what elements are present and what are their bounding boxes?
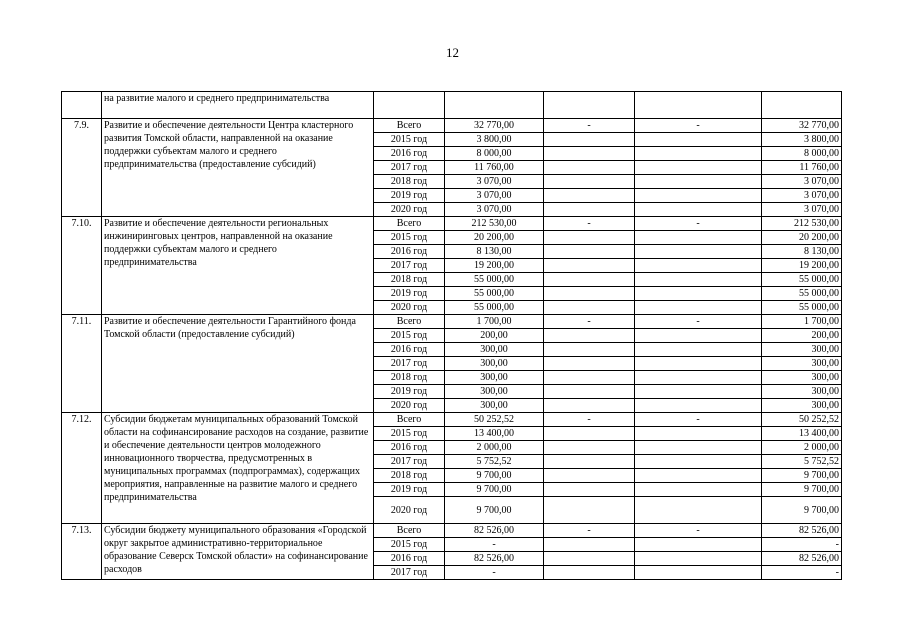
total-value: 55 000,00: [445, 301, 544, 315]
year-label: 2015 год: [374, 133, 445, 147]
total-value: 20 200,00: [445, 231, 544, 245]
table-row: [62, 524, 842, 538]
year-label: 2015 год: [374, 538, 445, 552]
municipal-value: [635, 343, 762, 357]
other-value: 55 000,00: [762, 287, 842, 301]
federal-value: [544, 287, 635, 301]
item-name: Развитие и обеспечение деятельности региональных инжиниринговых центров, направленной на оказание поддержки субъектам малого и среднего предпринимательства: [102, 217, 374, 315]
federal-value: [544, 301, 635, 315]
year-label: 2019 год: [374, 385, 445, 399]
federal-value: [544, 399, 635, 413]
federal-value: [544, 147, 635, 161]
total-value: 3 070,00: [445, 189, 544, 203]
total-value: 13 400,00: [445, 427, 544, 441]
other-value: 3 070,00: [762, 203, 842, 217]
year-label: Всего: [374, 315, 445, 329]
other-value: 2 000,00: [762, 441, 842, 455]
other-value: 3 070,00: [762, 189, 842, 203]
total-value: 5 752,52: [445, 455, 544, 469]
item-number: 7.11.: [62, 315, 102, 413]
municipal-value: [635, 203, 762, 217]
other-value: 300,00: [762, 399, 842, 413]
year-label: 2016 год: [374, 245, 445, 259]
federal-value: [544, 203, 635, 217]
total-value: 3 070,00: [445, 175, 544, 189]
municipal-value: [635, 497, 762, 524]
federal-value: [544, 343, 635, 357]
item-name: Субсидии бюджету муниципального образования «Городской округ закрытое административно-территориальное образование Северск Томской области» на софинансирование расходов: [102, 524, 374, 580]
other-value: 32 770,00: [762, 119, 842, 133]
year-label: 2015 год: [374, 427, 445, 441]
table-row: [62, 315, 842, 329]
municipal-value: [635, 441, 762, 455]
municipal-value: [635, 273, 762, 287]
total-value: -: [445, 566, 544, 580]
intro-text: на развитие малого и среднего предпринимательства: [102, 92, 374, 119]
municipal-value: -: [635, 524, 762, 538]
municipal-value: [635, 427, 762, 441]
municipal-value: [635, 287, 762, 301]
year-label: Всего: [374, 524, 445, 538]
federal-value: -: [544, 119, 635, 133]
other-value: 3 070,00: [762, 175, 842, 189]
total-value: 2 000,00: [445, 441, 544, 455]
municipal-value: [635, 483, 762, 497]
municipal-value: [635, 566, 762, 580]
other-value: 212 530,00: [762, 217, 842, 231]
other-value: 55 000,00: [762, 301, 842, 315]
year-label: 2020 год: [374, 203, 445, 217]
federal-value: [544, 566, 635, 580]
budget-table: [61, 91, 842, 580]
federal-value: [544, 371, 635, 385]
total-value: 1 700,00: [445, 315, 544, 329]
federal-value: [544, 483, 635, 497]
total-value: 9 700,00: [445, 469, 544, 483]
other-value: 9 700,00: [762, 469, 842, 483]
municipal-value: [635, 161, 762, 175]
municipal-value: [635, 245, 762, 259]
table-row: [62, 413, 842, 427]
other-value: 3 800,00: [762, 133, 842, 147]
other-value: 11 760,00: [762, 161, 842, 175]
total-value: 9 700,00: [445, 483, 544, 497]
federal-value: [544, 357, 635, 371]
year-label: 2016 год: [374, 343, 445, 357]
other-value: 50 252,52: [762, 413, 842, 427]
other-value: 8 000,00: [762, 147, 842, 161]
year-label: 2018 год: [374, 469, 445, 483]
municipal-value: [635, 189, 762, 203]
year-label: Всего: [374, 413, 445, 427]
federal-value: [544, 175, 635, 189]
item-name: Развитие и обеспечение деятельности Центра кластерного развития Томской области, направленной на оказание поддержки субъектам малого и среднего предпринимательства (предоставление субсидий): [102, 119, 374, 217]
total-value: 200,00: [445, 329, 544, 343]
other-value: 20 200,00: [762, 231, 842, 245]
total-value: 19 200,00: [445, 259, 544, 273]
municipal-value: -: [635, 217, 762, 231]
total-value: 300,00: [445, 343, 544, 357]
other-value: 8 130,00: [762, 245, 842, 259]
federal-value: [544, 552, 635, 566]
federal-value: [544, 273, 635, 287]
total-value: 300,00: [445, 357, 544, 371]
municipal-value: [635, 552, 762, 566]
total-value: 11 760,00: [445, 161, 544, 175]
federal-value: [544, 161, 635, 175]
federal-value: [544, 231, 635, 245]
year-label: 2017 год: [374, 566, 445, 580]
year-label: 2015 год: [374, 329, 445, 343]
municipal-value: -: [635, 413, 762, 427]
federal-value: [544, 455, 635, 469]
federal-value: -: [544, 315, 635, 329]
federal-value: [544, 427, 635, 441]
table-row: [62, 119, 842, 133]
year-label: 2018 год: [374, 371, 445, 385]
item-number: 7.10.: [62, 217, 102, 315]
other-value: 82 526,00: [762, 552, 842, 566]
municipal-value: [635, 371, 762, 385]
total-value: 300,00: [445, 399, 544, 413]
total-value: 3 070,00: [445, 203, 544, 217]
municipal-value: [635, 357, 762, 371]
total-value: 82 526,00: [445, 524, 544, 538]
other-value: 300,00: [762, 343, 842, 357]
municipal-value: [635, 147, 762, 161]
year-label: 2018 год: [374, 273, 445, 287]
total-value: -: [445, 538, 544, 552]
federal-value: -: [544, 524, 635, 538]
other-value: 300,00: [762, 357, 842, 371]
federal-value: [544, 189, 635, 203]
year-label: 2016 год: [374, 441, 445, 455]
municipal-value: [635, 259, 762, 273]
municipal-value: [635, 133, 762, 147]
other-value: 82 526,00: [762, 524, 842, 538]
municipal-value: [635, 385, 762, 399]
municipal-value: [635, 329, 762, 343]
municipal-value: [635, 469, 762, 483]
municipal-value: -: [635, 315, 762, 329]
municipal-value: [635, 231, 762, 245]
other-value: 9 700,00: [762, 497, 842, 524]
other-value: 13 400,00: [762, 427, 842, 441]
total-value: 82 526,00: [445, 552, 544, 566]
other-value: 5 752,52: [762, 455, 842, 469]
total-value: 55 000,00: [445, 287, 544, 301]
year-label: 2019 год: [374, 189, 445, 203]
year-label: 2016 год: [374, 552, 445, 566]
total-value: 300,00: [445, 385, 544, 399]
total-value: 55 000,00: [445, 273, 544, 287]
federal-value: [544, 469, 635, 483]
federal-value: [544, 385, 635, 399]
year-label: 2017 год: [374, 455, 445, 469]
budget-table-body: [62, 92, 842, 580]
total-value: 212 530,00: [445, 217, 544, 231]
total-value: 300,00: [445, 371, 544, 385]
municipal-value: -: [635, 119, 762, 133]
year-label: 2020 год: [374, 497, 445, 524]
other-value: -: [762, 566, 842, 580]
item-name: Субсидии бюджетам муниципальных образований Томской области на софинансирование расходов на создание, развитие и обеспечение деятельности центров молодежного инновационного творчества, предусмотренных в муниципальных программах (подпрограммах), содержащих мероприятия, направленные на развитие малого и среднего предпринимательства: [102, 413, 374, 524]
municipal-value: [635, 175, 762, 189]
item-number: 7.9.: [62, 119, 102, 217]
municipal-value: [635, 538, 762, 552]
year-label: 2017 год: [374, 357, 445, 371]
federal-value: [544, 538, 635, 552]
item-number: 7.12.: [62, 413, 102, 524]
municipal-value: [635, 399, 762, 413]
other-value: 19 200,00: [762, 259, 842, 273]
table-row: [62, 217, 842, 231]
other-value: 300,00: [762, 371, 842, 385]
federal-value: [544, 245, 635, 259]
total-value: 3 800,00: [445, 133, 544, 147]
federal-value: [544, 259, 635, 273]
year-label: 2020 год: [374, 399, 445, 413]
year-label: 2020 год: [374, 301, 445, 315]
total-value: 9 700,00: [445, 497, 544, 524]
intro-row: [62, 92, 842, 119]
total-value: 8 130,00: [445, 245, 544, 259]
federal-value: -: [544, 217, 635, 231]
total-value: 32 770,00: [445, 119, 544, 133]
other-value: 200,00: [762, 329, 842, 343]
year-label: 2017 год: [374, 161, 445, 175]
federal-value: [544, 133, 635, 147]
item-number: 7.13.: [62, 524, 102, 580]
item-name: Развитие и обеспечение деятельности Гарантийного фонда Томской области (предоставление субсидий): [102, 315, 374, 413]
year-label: 2015 год: [374, 231, 445, 245]
year-label: 2017 год: [374, 259, 445, 273]
total-value: 8 000,00: [445, 147, 544, 161]
federal-value: [544, 441, 635, 455]
federal-value: [544, 329, 635, 343]
page-number: 12: [446, 45, 459, 60]
federal-value: [544, 497, 635, 524]
year-label: 2019 год: [374, 287, 445, 301]
other-value: 55 000,00: [762, 273, 842, 287]
intro-num-cell: [62, 92, 102, 119]
year-label: Всего: [374, 217, 445, 231]
year-label: 2019 год: [374, 483, 445, 497]
total-value: 50 252,52: [445, 413, 544, 427]
other-value: 300,00: [762, 385, 842, 399]
federal-value: -: [544, 413, 635, 427]
year-label: Всего: [374, 119, 445, 133]
municipal-value: [635, 455, 762, 469]
other-value: -: [762, 538, 842, 552]
municipal-value: [635, 301, 762, 315]
year-label: 2018 год: [374, 175, 445, 189]
other-value: 9 700,00: [762, 483, 842, 497]
other-value: 1 700,00: [762, 315, 842, 329]
year-label: 2016 год: [374, 147, 445, 161]
